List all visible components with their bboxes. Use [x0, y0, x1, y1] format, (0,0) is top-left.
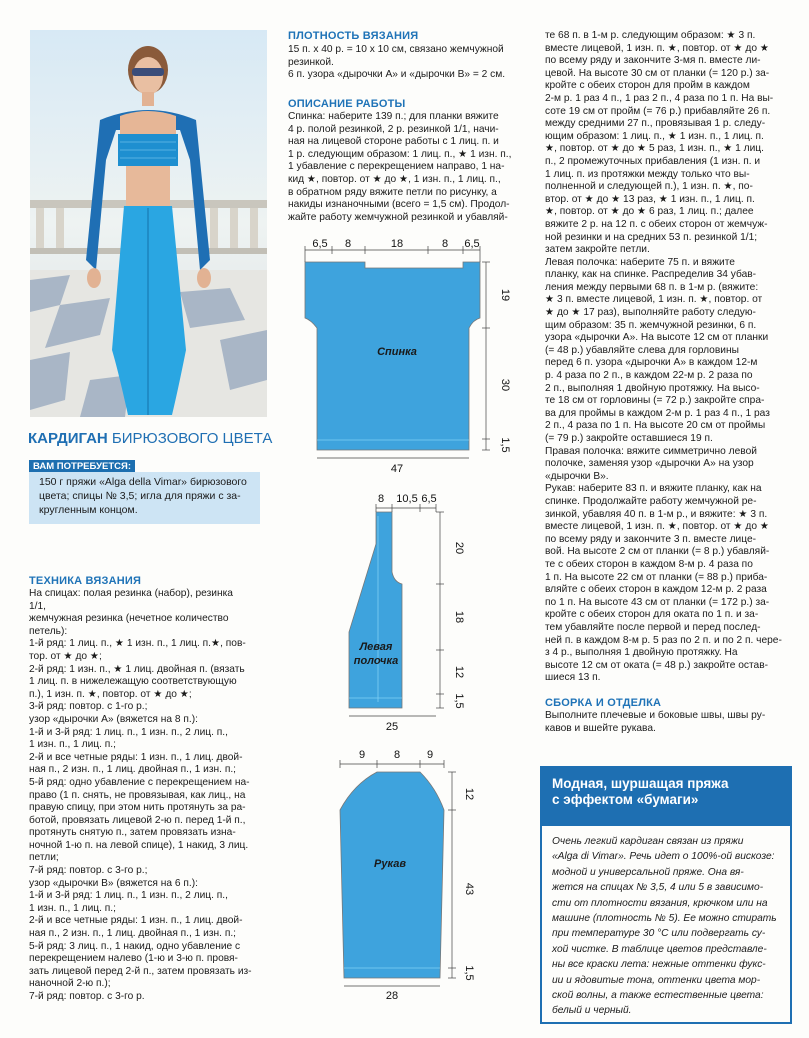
text-line: Очень легкий кардиган связан из пряжи: [552, 836, 744, 847]
text-line: ная п., 2 изн. п., 1 лиц. двойная п., 1 изн. п.;: [29, 928, 236, 940]
text-line: 1-й ряд: 1 лиц. п., ★ 1 изн. п., 1 лиц. п.★, пов-: [29, 638, 246, 650]
yarn-info-title-line: с эффектом «бумаги»: [552, 792, 699, 807]
text-line: вяжите 2 р. на 12 п. с обеих сторон от жемчуж-: [545, 218, 768, 230]
text-line: 2 п., выполняя 1 двойную протяжку. На высо-: [545, 382, 760, 394]
sleeve-dim-top-2: 9: [426, 749, 434, 761]
text-line: п.), 1 изн. п. ★, повтор. от ★ до ★;: [29, 688, 192, 700]
yarn-info-title: [542, 768, 790, 826]
front-dim-top-1: 10,5: [396, 493, 418, 505]
text-line: резинкой.: [288, 56, 334, 68]
text-line: затем закройте петли.: [545, 244, 650, 256]
title-bold: КАРДИГАН: [28, 430, 108, 447]
front-label-1: Левая: [359, 641, 393, 653]
text-line: 2 п., 4 раза по 1 п. На высоте 20 см от проймы: [545, 420, 766, 432]
text-line: Левая полочка: наберите 75 п. и вяжите: [545, 256, 735, 268]
text-line: петель):: [29, 625, 68, 637]
technique-heading: ТЕХНИКА ВЯЗАНИЯ: [29, 575, 142, 587]
text-line: 2-м р. 1 раз 4 п., 1 раз 2 п., 4 раза по 1 п. На вы-: [545, 92, 774, 104]
text-line: по всему ряду и закончите 3-мя п. вместе ли-: [545, 55, 761, 67]
text-line: тор. от ★ до ★;: [29, 650, 102, 662]
text-line: ной резинки и на средних 53 п. резинкой 1/1;: [545, 231, 758, 243]
text-line: ления между первыми 68 п. в 1-м р. (вяжите:: [545, 281, 759, 293]
text-line: правую спицу, при этом нить протянуть за ра-: [29, 802, 246, 814]
text-line: ★ до ★ 17 раз), выполняйте работу следую-: [545, 307, 756, 319]
text-line: в обратном ряду вяжите петли по рисунку, а: [288, 186, 497, 198]
assembly-text: [545, 710, 790, 735]
model-photo: [30, 30, 267, 417]
text-line: 1 убавление с перекрещением направо, 1 на-: [288, 161, 505, 173]
back-dim-bottom: 47: [390, 463, 404, 475]
back-dim-top-3: 8: [441, 238, 449, 250]
model-illustration: [30, 30, 267, 417]
text-line: ночной 1-ю п. на левой спице), 1 накид, 3 лиц.: [29, 839, 249, 851]
materials-line: цвета; спицы № 3,5; игла для пряжи с за-: [39, 490, 241, 502]
text-line: 7-й ряд: повтор. с 3-го р.: [29, 991, 145, 1002]
text-line: зать лицевой перед 2-й п., затем провязать из-: [29, 965, 252, 977]
text-line: 5-й ряд: одно убавление с перекрещением на-: [29, 776, 250, 788]
text-line: 6 п. узора «дырочки А» и «дырочки В» = 2 см.: [288, 69, 506, 81]
text-line: ★, повтор. от ★ до ★ 6 раз, 1 лиц. п.; далее: [545, 206, 754, 218]
back-dim-right-0: 19: [499, 288, 511, 302]
text-line: Выполните плечевые и боковые швы, швы ру-: [545, 710, 766, 721]
text-line: втор. от ★ до ★ 13 раз, ★ 1 изн. п., 1 лиц. п.: [545, 193, 755, 205]
text-line: модной и универсальной пряже. Она вя-: [552, 866, 744, 878]
text-line: 4 р. полой резинкой, 2 р. резинкой 1/1, начи-: [288, 123, 499, 135]
text-line: между средними 27 п., провязывая 1 р. следу-: [545, 118, 766, 130]
text-line: 1-й и 3-й ряд: 1 лиц. п., 1 изн. п., 2 лиц. п.,: [29, 890, 228, 902]
text-line: по всему ряду и закончите 3 п. вместе лице-: [545, 533, 757, 545]
text-line: 7-й ряд: повтор. с 3-го р.;: [29, 865, 148, 877]
work-text: [288, 111, 533, 224]
text-line: жайте работу жемчужной резинкой и убавляй-: [288, 211, 508, 223]
text-line: петли;: [29, 852, 59, 864]
text-line: тем убавляйте после первой и перед послед-: [545, 621, 761, 633]
text-line: те с обеих сторон в каждом 8-м р. 4 раза по: [545, 558, 753, 570]
back-dim-top-1: 8: [344, 238, 352, 250]
text-line: 1 лиц. п. в нижележащую соответствующую: [29, 676, 237, 688]
materials-line: 150 г пряжи «Alga della Vimar» бирюзового: [39, 476, 247, 488]
text-line: з 4 р., выполняя 1 двойную протяжку. На: [545, 647, 738, 659]
text-line: 1/1,: [29, 600, 46, 612]
back-dim-top-0: 6,5: [312, 238, 328, 250]
work-heading: ОПИСАНИЕ РАБОТЫ: [288, 98, 406, 110]
yarn-info-box: [540, 766, 792, 1024]
text-line: кид ★, повтор. от ★ до ★, 1 изн. п., 1 лиц. п.,: [288, 173, 501, 185]
text-line: по 1 п. На высоте 43 см от планки (= 172 р.) за-: [545, 596, 770, 608]
sleeve-dim-right-2: 1,5: [463, 965, 475, 981]
text-line: п., 2 промежуточных прибавления (1 изн. п. и: [545, 155, 761, 167]
density-text: [288, 44, 533, 82]
text-line: кавов и вшейте рукава.: [545, 722, 656, 734]
text-line: вой. На высоте 2 см от планки (= 8 р.) убавляй-: [545, 546, 770, 558]
front-dim-top-2: 6,5: [421, 493, 437, 505]
front-diagram: [349, 493, 465, 733]
text-line: узор «дырочки В» (вяжется на 6 п.):: [29, 877, 198, 889]
text-line: сти от плотности вязания, крючком или на: [552, 897, 768, 909]
text-line: белый и черный.: [552, 1005, 632, 1017]
text-line: протянуть снятую п., затем провязать изна-: [29, 827, 236, 839]
text-line: 1 изн. п., 1 лиц. п.;: [29, 902, 116, 914]
back-diagram: [305, 238, 511, 475]
text-line: высоте 12 см от оката (= 48 р.) закройте остав-: [545, 659, 768, 671]
text-line: те 18 см от горловины (= 72 р.) закройте спра-: [545, 395, 765, 407]
pattern-diagrams: [280, 232, 540, 1002]
front-dim-right-3: 1,5: [453, 693, 465, 709]
text-line: Спинка: наберите 139 п.; для планки вяжите: [288, 111, 499, 122]
text-line: жется на спицах № 3,5, 4 или 5 в зависимо-: [552, 882, 764, 894]
text-line: полочке, заменяя узор «дырочки А» на узор: [545, 458, 754, 470]
text-line: накиды изнаночными (всего = 1,5 см). Продол-: [288, 199, 510, 211]
text-line: 5-й ряд: 3 лиц. п., 1 накид, одно убавление с: [29, 940, 241, 952]
text-line: ющим образом: 1 лиц. п., ★ 1 изн. п., 1 лиц. п.: [545, 130, 764, 142]
back-dim-top-4: 6,5: [464, 238, 480, 250]
text-line: жемчужная резинка (нечетное количество: [29, 613, 229, 625]
text-line: вляйте с обеих сторон в каждом 12-м р. 2 раза: [545, 584, 767, 596]
text-line: машине (плотность № 5). Ее можно стирать: [552, 913, 777, 925]
text-line: кройте с обеих сторон для оката по 1 п. и за-: [545, 609, 759, 621]
text-line: вместе лицевой, 1 изн. п. ★, повтор. от ★ до ★: [545, 521, 769, 533]
text-line: ны все краски лета: нежные оттенки фукс-: [552, 959, 766, 971]
back-label: Спинка: [377, 346, 417, 358]
materials-line: кругленным концом.: [39, 504, 138, 516]
text-line: хой чистке. В таблице цветов представле-: [552, 943, 767, 955]
text-line: перекрещением налево (1-ю и 3-ю п. провя-: [29, 953, 238, 965]
text-line: (= 48 р.) убавляйте слева для горловины: [545, 344, 739, 356]
back-dim-top-2: 18: [390, 238, 404, 250]
title-rest: БИРЮЗОВОГО ЦВЕТА: [107, 430, 273, 447]
text-line: На спицах: полая резинка (набор), резинка: [29, 588, 233, 599]
sleeve-dim-right-0: 12: [463, 787, 475, 801]
text-line: ботой, провязать лицевой 2-ю п. перед 1-й п.,: [29, 814, 246, 826]
assembly-heading: СБОРКА И ОТДЕЛКА: [545, 697, 662, 709]
text-line: узора «дырочки А». На высоте 12 см от планки: [545, 332, 769, 344]
text-line: Рукав: наберите 83 п. и вяжите планку, как на: [545, 483, 762, 495]
text-line: зинкой, убавляя 40 п. в 1-м р., и вяжите: ★ 3 п.: [545, 508, 768, 520]
back-dim-right-2: 1,5: [499, 437, 511, 453]
text-line: ная п., 2 изн. п., 1 лиц. двойная п., 1 изн. п.;: [29, 764, 236, 776]
text-line: при температуре 30 °С или подвергать су-: [552, 928, 766, 940]
text-line: 2-й ряд: 1 изн. п., ★ 1 лиц. двойная п. (вязать: [29, 663, 245, 675]
front-dim-right-1: 18: [453, 610, 465, 624]
text-line: 1 изн. п., 1 лиц. п.;: [29, 739, 116, 751]
text-line: ской волны, а также естественные цвета:: [552, 990, 764, 1002]
text-line: 1 лиц. п. из протяжки между только что вы-: [545, 168, 750, 180]
text-line: (= 79 р.) закройте оставшиеся 19 п.: [545, 433, 713, 444]
materials-label: ВАМ ПОТРЕБУЕТСЯ:: [29, 460, 135, 473]
text-line: 1-й и 3-й ряд: 1 лиц. п., 1 изн. п., 2 лиц. п.,: [29, 726, 228, 738]
text-line: наночной 2-ю п.);: [29, 978, 111, 990]
front-label-2: полочка: [353, 655, 399, 667]
back-dim-right-1: 30: [499, 378, 511, 392]
sleeve-shape: [340, 772, 444, 978]
sleeve-dim-top-1: 8: [393, 749, 401, 761]
density-heading: ПЛОТНОСТЬ ВЯЗАНИЯ: [288, 30, 419, 42]
text-line: те 68 п. в 1-м р. следующим образом: ★ 3 п.: [545, 30, 756, 41]
text-line: перед 6 п. узора «дырочки А» в каждом 12-м: [545, 357, 758, 369]
text-line: право (1 п. снять, не провязывая, как лиц., на: [29, 789, 246, 801]
page-title: [28, 430, 272, 447]
text-line: соте 19 см от пройм (= 76 р.) прибавляйте 26 п.: [545, 105, 771, 117]
text-line: 15 п. x 40 р. = 10 x 10 см, связано жемчужной: [288, 44, 504, 55]
text-line: 1 п. На высоте 22 см от планки (= 88 р.) приба-: [545, 571, 768, 583]
text-line: ва для проймы в каждом 2-м р. 1 раз 4 п., 1 раз: [545, 407, 770, 419]
sleeve-diagram: [340, 749, 475, 1002]
yarn-info-body: [552, 834, 784, 1019]
text-line: ней п. в каждом 8-м р. 5 раз по 2 п. и по 2 п. чере-: [545, 634, 782, 646]
text-line: 3-й ряд: повтор. с 1-го р.;: [29, 701, 148, 713]
text-line: планку, как на спинке. Распределив 34 убав-: [545, 269, 757, 281]
text-line: полненной и следующей п.), 1 изн. п. ★, по-: [545, 181, 753, 193]
text-line: спинке. Продолжайте работу жемчужной ре-: [545, 495, 757, 507]
front-shape: [349, 512, 402, 708]
text-line: «Alga di Vimar». Речь идет о 100%-ой вискозе:: [552, 851, 775, 863]
front-dim-right-2: 12: [453, 665, 465, 679]
text-line: цевой. На высоте 30 см от планки (= 120 р.) за-: [545, 67, 770, 79]
text-line: ная на лицевой стороне работы с 1 лиц. п. и: [288, 136, 499, 148]
text-line: ии и ядовитые тона, оттенки цвета мор-: [552, 974, 761, 986]
text-line: щим образом: 35 п. жемчужной резинки, 6 п.: [545, 319, 757, 331]
sleeve-dim-bottom: 28: [385, 990, 399, 1002]
text-line: шиеся 13 п.: [545, 672, 601, 684]
sleeve-label: Рукав: [374, 858, 406, 870]
front-dim-right-0: 20: [453, 541, 465, 555]
text-line: Правая полочка: вяжите симметрично левой: [545, 445, 757, 457]
text-line: ★ 3 п. вместе лицевой, 1 изн. п. ★, повтор. от: [545, 294, 763, 306]
text-line: «дырочки В».: [545, 470, 609, 482]
text-line: узор «дырочки А» (вяжется на 8 п.):: [29, 713, 198, 725]
sleeve-dim-top-0: 9: [358, 749, 366, 761]
materials-box: [29, 472, 260, 524]
yarn-info-title-line: Модная, шуршащая пряжа: [552, 776, 729, 791]
technique-text: [29, 588, 269, 1004]
right-column-text: [545, 30, 790, 685]
text-line: ★, повтор. от ★ до ★ 5 раз, 1 изн. п., ★ 1 лиц.: [545, 143, 764, 155]
text-line: вместе лицевой, 1 изн. п. ★, повтор. от ★ до ★: [545, 42, 769, 54]
text-line: 1 р. следующим образом: 1 лиц. п., ★ 1 изн. п.,: [288, 148, 512, 160]
text-line: 2-й и все четные ряды: 1 изн. п., 1 лиц. двой-: [29, 751, 243, 763]
front-dim-bottom: 25: [385, 721, 399, 733]
text-line: 2-й и все четные ряды: 1 изн. п., 1 лиц. двой-: [29, 915, 243, 927]
text-line: кройте с обеих сторон для пройм в каждом: [545, 80, 750, 92]
text-line: р. 4 раза по 2 п., в каждом 22-м р. 2 раза по: [545, 370, 753, 382]
sleeve-dim-right-1: 43: [463, 882, 475, 896]
front-dim-top-0: 8: [377, 493, 385, 505]
